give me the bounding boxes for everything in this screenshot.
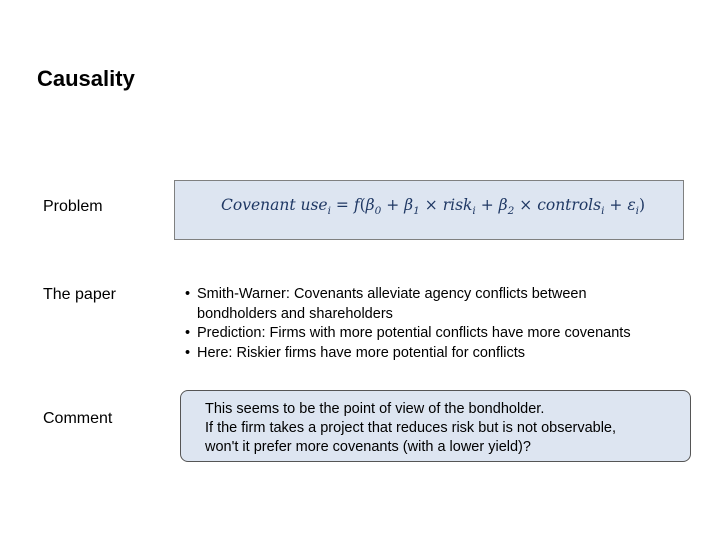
eq-beta: β <box>404 196 414 214</box>
bullet-marker: • <box>185 344 191 361</box>
eq-sub: 1 <box>413 205 420 218</box>
bullet-text: bondholders and shareholders <box>197 305 393 322</box>
comment-line: If the firm takes a project that reduces risk but is not observable, <box>205 420 617 436</box>
slide-title: Causality <box>37 66 135 91</box>
eq-paren: ( <box>359 196 366 214</box>
eq-controls: controls <box>537 196 602 214</box>
eq-sub: 0 <box>374 205 382 218</box>
bullet-marker: • <box>185 325 191 341</box>
comment-box <box>180 390 691 462</box>
eq-op: + <box>609 196 623 214</box>
bullet-text: Here: Riskier firms have more potential for conflicts <box>197 344 525 361</box>
eq-sub: 2 <box>507 205 515 218</box>
comment-line: This seems to be the point of view of the bondholder. <box>205 401 545 417</box>
bullet-item <box>185 344 631 364</box>
eq-beta: β <box>498 196 508 214</box>
eq-op: × <box>519 196 533 214</box>
eq-lhs: Covenant use <box>221 196 328 214</box>
bullet-text: Prediction: Firms with more potential conflicts have more covenants <box>197 325 631 341</box>
eq-op: + <box>386 196 400 214</box>
eq-sub: i <box>601 205 605 218</box>
problem-label: Problem <box>43 198 103 215</box>
bullet-item <box>185 324 631 344</box>
eq-op: = <box>335 196 349 214</box>
eq-sub: i <box>472 205 476 218</box>
bullet-marker: • <box>185 286 191 302</box>
eq-op: + <box>480 196 494 214</box>
eq-paren: ) <box>639 196 646 214</box>
eq-sub: i <box>635 205 639 218</box>
eq-epsilon: ε <box>627 196 636 214</box>
comment-label: Comment <box>43 410 113 427</box>
paper-bullet-list <box>185 285 631 363</box>
bullet-item <box>185 285 631 324</box>
eq-sub: i <box>327 205 331 218</box>
eq-beta: β <box>365 196 375 214</box>
equation-box <box>174 180 684 240</box>
comment-line: won't it prefer more covenants (with a lower yield)? <box>205 439 531 455</box>
paper-label: The paper <box>43 286 116 303</box>
bullet-text: Smith-Warner: Covenants alleviate agency conflicts between <box>197 286 587 302</box>
regression-equation <box>221 196 645 217</box>
eq-risk: risk <box>442 196 473 214</box>
eq-func: f <box>353 196 360 214</box>
eq-op: × <box>424 196 438 214</box>
